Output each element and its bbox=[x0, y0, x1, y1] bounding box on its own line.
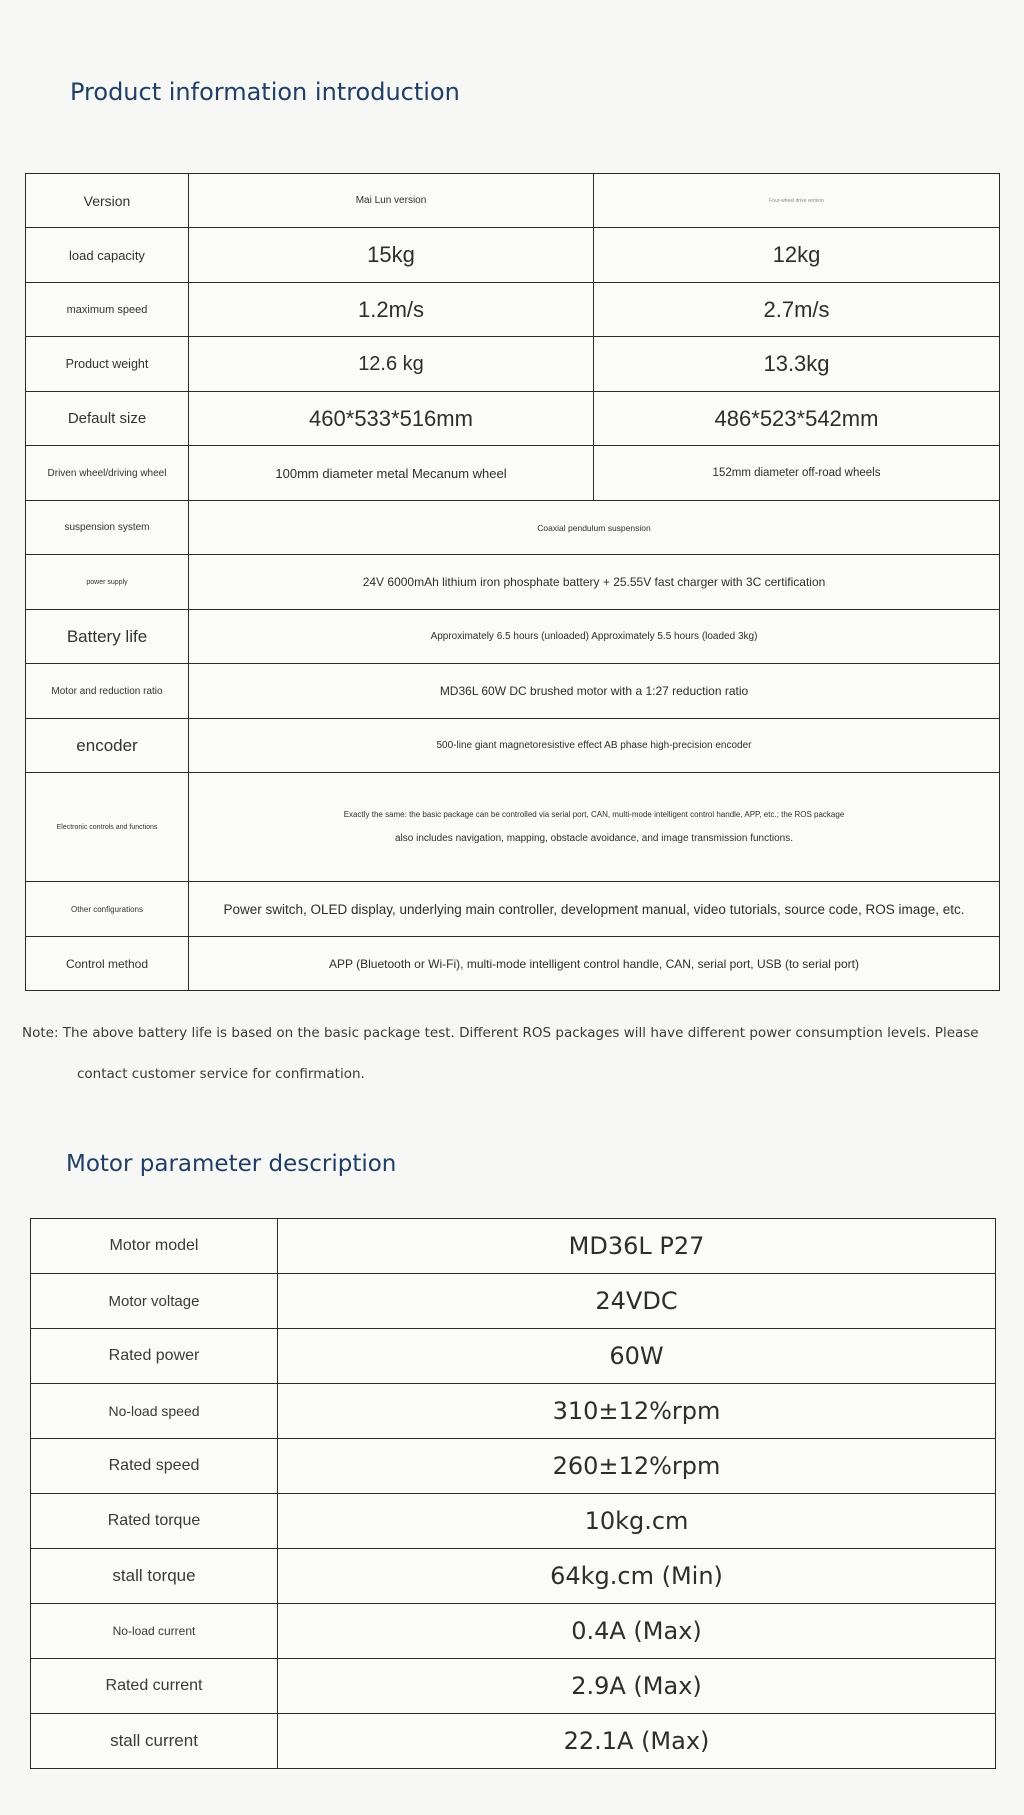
table-row bbox=[26, 882, 1000, 937]
row-value: Power switch, OLED display, underlying main controller, development manual, video tutorials, source code, ROS image, etc. bbox=[189, 882, 1000, 937]
table-row bbox=[26, 501, 1000, 555]
table-row bbox=[31, 1604, 996, 1659]
product-spec-table bbox=[25, 173, 1000, 991]
table-row bbox=[26, 773, 1000, 882]
table-row bbox=[26, 664, 1000, 719]
motor-param-table bbox=[30, 1218, 996, 1769]
row-label: Control method bbox=[26, 937, 189, 991]
table-row bbox=[31, 1439, 996, 1494]
row-value-col2: 13.3kg bbox=[594, 337, 1000, 392]
row-value: 64kg.cm (Min) bbox=[278, 1549, 996, 1604]
product-section-title: Product information introduction bbox=[70, 78, 460, 106]
motor-section-title: Motor parameter description bbox=[66, 1151, 397, 1177]
table-row bbox=[31, 1549, 996, 1604]
row-value: 260±12%rpm bbox=[278, 1439, 996, 1494]
row-label: Rated torque bbox=[31, 1494, 278, 1549]
row-label: Driven wheel/driving wheel bbox=[26, 446, 189, 501]
row-value: APP (Bluetooth or Wi-Fi), multi-mode intelligent control handle, CAN, serial port, USB (to serial port) bbox=[189, 937, 1000, 991]
row-value-col1: 100mm diameter metal Mecanum wheel bbox=[189, 446, 594, 501]
table-row bbox=[31, 1219, 996, 1274]
row-value: 10kg.cm bbox=[278, 1494, 996, 1549]
row-value: 0.4A (Max) bbox=[278, 1604, 996, 1659]
table-row bbox=[31, 1274, 996, 1329]
row-label: Battery life bbox=[26, 610, 189, 664]
row-label: Rated current bbox=[31, 1659, 278, 1714]
table-row bbox=[26, 555, 1000, 610]
row-label: Rated power bbox=[31, 1329, 278, 1384]
row-label: Default size bbox=[26, 392, 189, 446]
row-value-col2: 152mm diameter off-road wheels bbox=[594, 446, 1000, 501]
row-value: 310±12%rpm bbox=[278, 1384, 996, 1439]
table-row bbox=[26, 337, 1000, 392]
row-label: stall current bbox=[31, 1714, 278, 1769]
row-value: 500-line giant magnetoresistive effect AB phase high-precision encoder bbox=[189, 719, 1000, 773]
row-value-col2: 12kg bbox=[594, 228, 1000, 283]
table-row bbox=[26, 283, 1000, 337]
table-row bbox=[26, 610, 1000, 664]
row-label: No-load current bbox=[31, 1604, 278, 1659]
row-label: Product weight bbox=[26, 337, 189, 392]
table-row bbox=[26, 174, 1000, 228]
row-value-col2: 486*523*542mm bbox=[594, 392, 1000, 446]
battery-note-line2: contact customer service for confirmation. bbox=[77, 1066, 365, 1082]
table-row bbox=[31, 1329, 996, 1384]
table-row bbox=[31, 1659, 996, 1714]
electronic-line2: also includes navigation, mapping, obstacle avoidance, and image transmission functions. bbox=[394, 833, 793, 844]
row-label: Motor model bbox=[31, 1219, 278, 1274]
row-value: MD36L 60W DC brushed motor with a 1:27 reduction ratio bbox=[189, 664, 1000, 719]
row-value: 2.9A (Max) bbox=[278, 1659, 996, 1714]
row-label: Motor voltage bbox=[31, 1274, 278, 1329]
row-label-version: Version bbox=[26, 174, 189, 228]
row-value: Coaxial pendulum suspension bbox=[189, 501, 1000, 555]
row-label: Rated speed bbox=[31, 1439, 278, 1494]
row-value: 22.1A (Max) bbox=[278, 1714, 996, 1769]
row-label: power supply bbox=[26, 555, 189, 610]
version-col1-header: Mai Lun version bbox=[189, 174, 594, 228]
row-value: Approximately 6.5 hours (unloaded) Approximately 5.5 hours (loaded 3kg) bbox=[189, 610, 1000, 664]
table-row bbox=[26, 392, 1000, 446]
row-label: load capacity bbox=[26, 228, 189, 283]
row-value-col1: 12.6 kg bbox=[189, 337, 594, 392]
version-col2-header: Four-wheel drive version bbox=[594, 174, 1000, 228]
row-value: MD36L P27 bbox=[278, 1219, 996, 1274]
row-value-col1: 15kg bbox=[189, 228, 594, 283]
row-label: suspension system bbox=[26, 501, 189, 555]
table-row bbox=[26, 937, 1000, 991]
row-label: encoder bbox=[26, 719, 189, 773]
row-value bbox=[189, 773, 1000, 882]
row-value-col2: 2.7m/s bbox=[594, 283, 1000, 337]
table-row bbox=[26, 719, 1000, 773]
table-row bbox=[31, 1384, 996, 1439]
row-label: stall torque bbox=[31, 1549, 278, 1604]
battery-note-line1: Note: The above battery life is based on the basic package test. Different ROS packages will have different power consumption levels. Please bbox=[22, 1025, 979, 1041]
table-row bbox=[26, 228, 1000, 283]
row-label: maximum speed bbox=[26, 283, 189, 337]
table-row bbox=[31, 1714, 996, 1769]
row-label: Electronic controls and functions bbox=[26, 773, 189, 882]
row-value: 60W bbox=[278, 1329, 996, 1384]
row-value-col1: 460*533*516mm bbox=[189, 392, 594, 446]
row-label: Other configurations bbox=[26, 882, 189, 937]
row-label: Motor and reduction ratio bbox=[26, 664, 189, 719]
row-label: No-load speed bbox=[31, 1384, 278, 1439]
table-row bbox=[31, 1494, 996, 1549]
row-value: 24VDC bbox=[278, 1274, 996, 1329]
row-value-col1: 1.2m/s bbox=[189, 283, 594, 337]
row-value: 24V 6000mAh lithium iron phosphate battery + 25.55V fast charger with 3C certification bbox=[189, 555, 1000, 610]
table-row bbox=[26, 446, 1000, 501]
electronic-line1: Exactly the same: the basic package can be controlled via serial port, CAN, multi-mode intelligent control handle, APP, etc.; the ROS package bbox=[343, 810, 845, 819]
